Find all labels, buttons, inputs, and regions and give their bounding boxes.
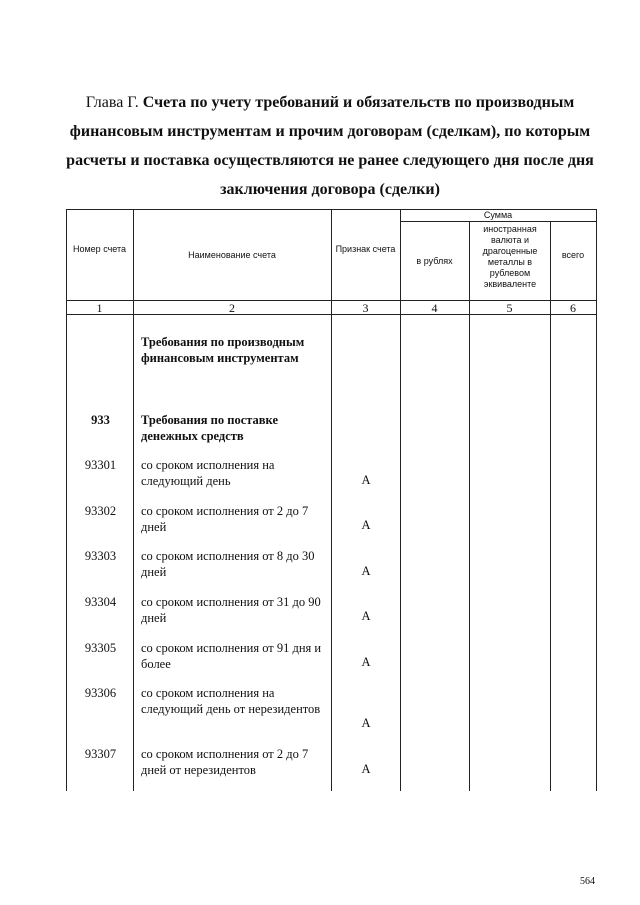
column-number-4: 4 (431, 301, 438, 315)
table-row-name: со сроком исполнения от 8 до 30 дней (141, 549, 315, 579)
table-row-name: со сроком исполнения на следующий день от нерезидентов (141, 686, 321, 716)
header-total: всего (561, 250, 585, 260)
header-sum-group: Сумма (483, 210, 513, 220)
col-border-1 (133, 209, 134, 791)
column-number-3: 3 (362, 301, 369, 315)
table-row-code: 93302 (84, 504, 117, 518)
table-row-sign: А (361, 655, 371, 669)
table-row-sign: А (361, 473, 371, 487)
table-row-code: 93303 (84, 549, 117, 563)
table-row-sign: А (361, 716, 371, 730)
table-row-name: со сроком исполнения от 91 дня и более (141, 641, 322, 671)
table-row-name: Требования по производным финансовым инструментам (141, 335, 305, 365)
column-number-2: 2 (229, 301, 235, 315)
table-row-name: со сроком исполнения на следующий день (141, 458, 275, 488)
table-row-name: со сроком исполнения от 31 до 90 дней (141, 595, 321, 625)
chapter-title (50, 88, 610, 204)
table-row-code: 93301 (84, 458, 117, 472)
chapter-prefix: Глава Г. (85, 94, 139, 111)
table-row-sign: А (361, 609, 371, 623)
column-number-6: 6 (570, 301, 576, 315)
col-border-3 (400, 209, 401, 791)
column-number-1: 1 (96, 301, 103, 315)
table-row-sign: А (361, 564, 371, 578)
table-row-code: 93307 (84, 747, 117, 761)
col-border-6 (596, 209, 597, 791)
header-account-sign: Признак счета (335, 244, 396, 254)
column-number-5: 5 (506, 301, 513, 315)
header-account-name: Наименование счета (188, 250, 276, 260)
header-foreign-currency: иностранная валюта и драгоценные металлы в рублевом эквиваленте (482, 224, 538, 289)
chapter-heading: Счета по учету требований и обязательств по производным финансовым инструментам и прочим договорам (сделкам), по которым расчеты и поставка осуществляются не ранее следующего дня после дня заключения договора (сделки) (66, 94, 594, 198)
table-row-name: со сроком исполнения от 2 до 7 дней (141, 504, 309, 534)
table-row-name: со сроком исполнения от 2 до 7 дней от нерезидентов (141, 747, 309, 777)
header-account-number: Номер счета (72, 244, 127, 254)
table-row-name: Требования по поставке денежных средств (141, 413, 278, 443)
table-row-sign: А (361, 762, 371, 776)
table-row-code: 93305 (84, 641, 117, 655)
sum-group-divider (400, 221, 596, 222)
table-row-code: 933 (91, 413, 110, 427)
col-border-0 (66, 209, 67, 791)
table-row-code: 93306 (84, 686, 117, 700)
page-number: 564 (580, 876, 595, 887)
table-row-code: 93304 (84, 595, 117, 609)
col-border-2 (331, 209, 332, 791)
header-in-rubles: в рублях (416, 256, 453, 266)
table-row-sign: А (361, 518, 371, 532)
